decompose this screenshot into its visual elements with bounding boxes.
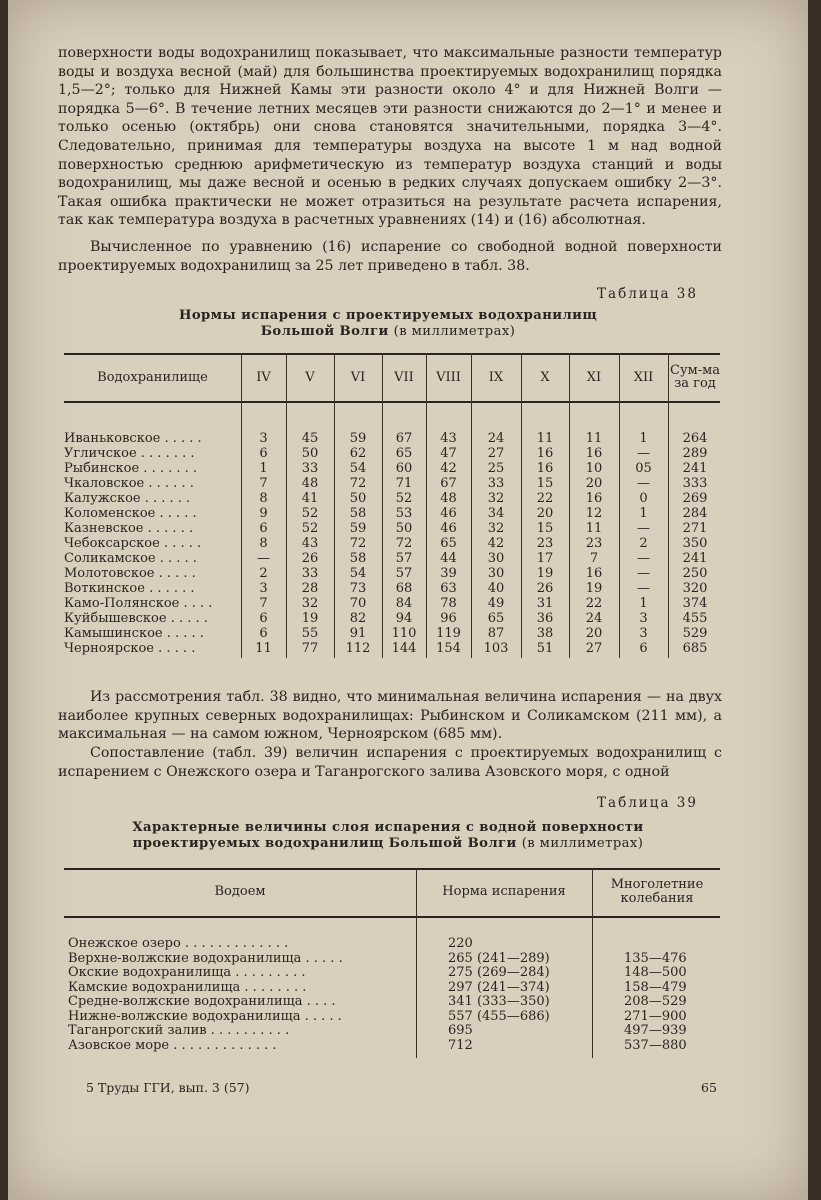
table-cell: 154 [436,641,461,656]
table-cell: 22 [585,596,603,611]
table-cell: 16 [585,446,603,461]
table-cell: — [637,476,650,491]
table-cell: 57 [395,566,413,581]
reservoir-name: Воткинское . . . . . . [64,581,195,596]
table-cell: 73 [349,581,367,596]
table-cell: 65 [487,611,505,626]
table-cell: 67 [440,476,457,491]
table-cell: 3 [639,611,648,626]
table-cell: 6 [259,446,268,461]
table-cell: 11 [536,431,554,446]
table-cell: 16 [536,446,554,461]
table-cell: 3 [639,626,648,641]
table-cell: 53 [395,506,413,521]
table-cell: 68 [395,581,413,596]
table-cell: 16 [585,491,603,506]
table-cell: 43 [440,431,457,446]
table-cell: 269 [682,491,708,506]
table-cell: 54 [349,566,367,581]
table-cell: 24 [585,611,603,626]
evaporation-norm: 275 (269—284) [448,965,550,980]
table-cell: 333 [682,476,708,491]
table-cell: 67 [395,431,413,446]
reservoir-name: Казневское . . . . . . [64,521,194,536]
table-row [64,936,720,951]
table-cell: 3 [259,581,268,596]
water-body-name: Азовское море . . . . . . . . . . . . . [68,1037,277,1053]
body-paragraph: поверхности воды водохранилищ показывает, что максимальные разности температур воды и воздуха весной (май) для большинства проектируемых водохранилищ порядка 1,5—2°; только для Нижней Камы эти разности около 4° и для Нижней Волги — порядка 5—6°. В течение летних месяцев эти разности снижаются до 2—1° и менее и только осенью (октябрь) они снова становятся значительными, порядка 3—4°. Следовательно, принимая для температуры воздуха на высоте 1 м над водной поверхностью среднюю арифметическую из температур воздуха станций и воды водохранилищ, мы даже весной и осенью в редких случаях допускаем ошибку 2—3°. Такая ошибка практически не может отразиться на результате расчета испарения, так как температура воздуха в расчетных уравнениях (14) и (16) абсолютная. [58,45,722,229]
table-row [64,994,720,1009]
table-cell: 27 [487,446,505,461]
table-caption: Таблица 38 [597,286,698,302]
table-cell: 1 [639,596,648,611]
table-row [64,1023,720,1038]
body-paragraph: Сопоставление (табл. 39) величин испарения с проектируемых водохранилищ с испарением с Онежского озера и Таганрогского залива Азовского моря, с одной [58,745,722,780]
table-cell: 46 [440,506,457,521]
table-cell: 30 [487,551,505,566]
water-body-name: Окские водохранилища . . . . . . . . . [68,965,306,980]
column-header: XII [633,369,654,385]
table-cell: 7 [259,596,268,611]
reservoir-name: Угличское . . . . . . . [64,446,195,461]
table-cell: 284 [682,506,708,521]
table-row [64,506,720,521]
document-page [8,0,808,1200]
column-header: Многолетние колебания [610,877,704,906]
column-header: X [540,369,550,385]
table-cell: 241 [682,461,708,476]
table-cell: 6 [639,641,648,656]
table-cell: 144 [391,641,417,656]
table-cell: 72 [349,536,367,551]
table-row [64,581,720,596]
water-body-name: Онежское озеро . . . . . . . . . . . . . [68,936,289,951]
table-cell: 103 [483,641,509,656]
table-row [64,980,720,995]
table-row [64,965,720,980]
evaporation-norm: 712 [448,1037,473,1053]
table-cell: 20 [585,626,603,641]
table-cell: 19 [585,581,603,596]
footer-source: 5 Труды ГГИ, вып. 3 (57) [86,1080,250,1095]
reservoir-name: Чебоксарское . . . . . [64,536,202,551]
table-cell: 40 [487,581,505,596]
water-body-name: Камские водохранилища . . . . . . . . [68,979,307,995]
table-cell: 58 [349,506,367,521]
table-cell: 60 [395,461,413,476]
table-cell: 48 [440,491,457,506]
table-cell: 2 [259,566,268,581]
table-cell: 72 [395,536,413,551]
table-cell: 44 [440,551,457,566]
table-cell: 6 [259,611,268,626]
table-cell: 0 [639,491,648,506]
column-header: IV [256,369,271,385]
table-cell: 264 [682,431,708,446]
table-cell: 685 [682,641,708,656]
table-title-bold: проектируемых водохранилищ Большой Волги [132,836,517,851]
table-cell: 20 [585,476,603,491]
table-cell: 241 [682,551,708,566]
table-cell: 10 [585,461,603,476]
table-cell: 30 [487,566,505,581]
table-cell: 51 [536,641,554,656]
table-cell: 49 [487,596,505,611]
table-cell: 34 [487,506,505,521]
table-cell: 84 [395,596,413,611]
table-cell: 65 [395,446,413,461]
evaporation-norm: 695 [448,1023,473,1038]
table-cell: 72 [349,476,367,491]
table-cell: 43 [301,536,319,551]
table-cell: 19 [301,611,319,626]
table-cell: 33 [301,461,319,476]
table-cell: — [637,521,650,536]
table-cell: 12 [585,506,603,521]
table-row [64,476,720,491]
table-cell: — [637,566,650,581]
table-cell: 19 [536,566,554,581]
table-cell: 26 [301,551,319,566]
table-cell: 16 [536,461,554,476]
table-cell: 38 [536,626,554,641]
table-row [64,551,720,566]
table-cell: 110 [391,626,417,641]
body-paragraph: Вычисленное по уравнению (16) испарение со свободной водной поверхности проектируемых водохранилищ за 25 лет приведено в табл. 38. [58,239,722,274]
table-cell: 36 [536,611,554,626]
table-title [108,820,668,852]
table-cell: 45 [301,431,319,446]
table-cell: 42 [487,536,505,551]
evaporation-norm: 220 [448,936,473,951]
table-cell: 82 [349,611,367,626]
table-title-line: Характерные величины слоя испарения с водной поверхности [132,820,644,835]
table-cell: 50 [395,521,413,536]
table-cell: 6 [259,521,268,536]
table-title-line [108,836,668,852]
table-cell: 50 [301,446,319,461]
table-cell: 65 [440,536,457,551]
table-row [64,596,720,611]
table-cell: 59 [349,521,367,536]
table-cell: 7 [259,476,268,491]
evaporation-norm: 557 (455—686) [448,1008,550,1024]
table-cell: 52 [301,521,319,536]
water-body-name: Верхне-волжские водохранилища . . . . . [68,950,343,966]
table-title-units: (в миллиметрах) [393,324,516,339]
column-header: VIII [436,369,461,385]
water-body-name: Таганрогский залив . . . . . . . . . . [68,1023,290,1038]
table-cell: 7 [589,551,599,566]
table-cell: 54 [349,461,367,476]
table-row [64,1038,720,1053]
table-cell: 3 [259,431,268,446]
table-cell: 6 [259,626,268,641]
table-cell: 57 [395,551,413,566]
column-header: IX [488,369,504,385]
table-cell: 22 [536,491,554,506]
table-cell: 15 [536,476,554,491]
table-cell: 94 [395,611,413,626]
water-body-name: Нижне-волжские водохранилища . . . . . [68,1008,342,1024]
column-header: Водохранилище [97,369,208,385]
water-body-name: Средне-волжские водохранилища . . . . [68,994,336,1009]
table-cell: — [637,446,650,461]
table-cell: 96 [440,611,457,626]
table-title [108,308,668,340]
reservoir-name: Рыбинское . . . . . . . [64,461,198,476]
reservoir-name: Иваньковское . . . . . [64,431,202,446]
table-cell: 62 [349,446,367,461]
table-cell: 52 [395,491,413,506]
table-title-line: Нормы испарения с проектируемых водохранилищ [178,308,598,323]
table-row [64,521,720,536]
table-cell: 11 [585,431,603,446]
table-cell: 70 [349,596,367,611]
table-cell: 23 [585,536,603,551]
table-cell: 350 [682,536,708,551]
reservoir-name: Коломенское . . . . . [64,506,197,521]
table-cell: 112 [345,641,371,656]
long-term-range: 271—900 [624,1008,687,1024]
table-cell: 11 [585,521,603,536]
evaporation-norm: 297 (241—374) [448,979,550,995]
reservoir-name: Черноярское . . . . . [64,641,196,656]
reservoir-name: Чкаловское . . . . . . [64,476,194,491]
table-cell: 26 [536,581,554,596]
table-cell: 39 [440,566,457,581]
column-header: Сум-ма за год [670,363,720,391]
long-term-range: 497—939 [624,1023,687,1038]
table-cell: 31 [536,596,554,611]
table-cell: 250 [682,566,708,581]
table-cell: 289 [682,446,708,461]
table-title-line [108,324,668,340]
table-cell: 11 [255,641,272,656]
column-header: VI [350,369,366,385]
table-caption: Таблица 39 [597,795,698,811]
table-cell: — [637,581,650,596]
table-cell: 32 [487,491,505,506]
table-cell: 50 [349,491,367,506]
reservoir-name: Куйбышевское . . . . . [64,611,208,626]
table-row [64,566,720,581]
table-cell: 28 [301,581,319,596]
table-cell: 119 [436,626,461,641]
evaporation-norm: 265 (241—289) [448,950,550,966]
table-cell: 77 [301,641,319,656]
table-cell: 8 [259,491,268,506]
long-term-range: 135—476 [624,950,687,966]
table-cell: 20 [536,506,554,521]
table-cell: 25 [487,461,505,476]
table-cell: 52 [301,506,319,521]
table-cell: 05 [635,461,652,476]
table-cell: — [257,551,270,566]
table-cell: 1 [259,461,268,476]
table-row [64,446,720,461]
table-cell: 374 [682,596,708,611]
table-rule [64,916,720,918]
table-cell: 71 [395,476,413,491]
reservoir-name: Камо-Полянское . . . . [64,596,213,611]
table-cell: 42 [440,461,457,476]
table-cell: 33 [301,566,319,581]
long-term-range: 158—479 [624,979,687,995]
reservoir-name: Камышинское . . . . . [64,626,204,641]
table-cell: 87 [487,626,505,641]
table-cell: 58 [349,551,367,566]
table-cell: 46 [440,521,457,536]
reservoir-name: Молотовское . . . . . [64,566,196,581]
table-cell: 41 [301,491,319,506]
column-header: VII [394,369,414,385]
table-cell: 8 [259,536,268,551]
table-rule [64,401,720,403]
table-row [64,431,720,446]
table-row [64,461,720,476]
table-cell: 1 [639,506,648,521]
evaporation-norm: 341 (333—350) [448,994,550,1009]
table-row [64,536,720,551]
table-cell: 63 [440,581,457,596]
long-term-range: 148—500 [624,965,687,980]
column-header: Водоем [214,884,266,899]
page-number: 65 [701,1080,717,1095]
column-header: Норма испарения [442,884,566,899]
table-cell: 78 [440,596,457,611]
table-cell: 455 [682,611,708,626]
table-cell: 91 [349,626,367,641]
table-cell: 271 [682,521,708,536]
table-cell: 23 [536,536,554,551]
table-row [64,626,720,641]
table-cell: 1 [639,431,648,446]
table-cell: 55 [301,626,319,641]
table-cell: 2 [639,536,648,551]
body-paragraph: Из рассмотрения табл. 38 видно, что минимальная величина испарения — на двух наиболее крупных северных водохранилищах: Рыбинском и Соликамском (211 мм), а максимальная — на самом южном, Черноярском (685 мм). [58,689,722,743]
table-cell: 32 [487,521,505,536]
table-cell: — [637,551,650,566]
table-row [64,491,720,506]
table-cell: 33 [487,476,505,491]
table-title-bold: Большой Волги [260,324,389,339]
table-title-units: (в миллиметрах) [521,836,644,851]
column-header: XI [586,369,602,385]
table-cell: 9 [259,506,268,521]
table-cell: 15 [536,521,554,536]
table-cell: 32 [301,596,319,611]
table-cell: 24 [487,431,505,446]
table-cell: 17 [536,551,554,566]
long-term-range: 208—529 [624,994,687,1009]
reservoir-name: Соликамское . . . . . [64,551,197,566]
reservoir-name: Калужское . . . . . . [64,491,191,506]
table-row [64,641,720,656]
column-header: V [305,369,315,385]
table-cell: 16 [585,566,603,581]
table-cell: 320 [682,581,708,596]
table-cell: 27 [585,641,603,656]
long-term-range: 537—880 [624,1037,687,1053]
table-cell: 59 [349,431,367,446]
table-cell: 48 [301,476,319,491]
table-row [64,1009,720,1024]
table-cell: 529 [682,626,708,641]
table-row [64,951,720,966]
table-cell: 47 [440,446,457,461]
table-row [64,611,720,626]
